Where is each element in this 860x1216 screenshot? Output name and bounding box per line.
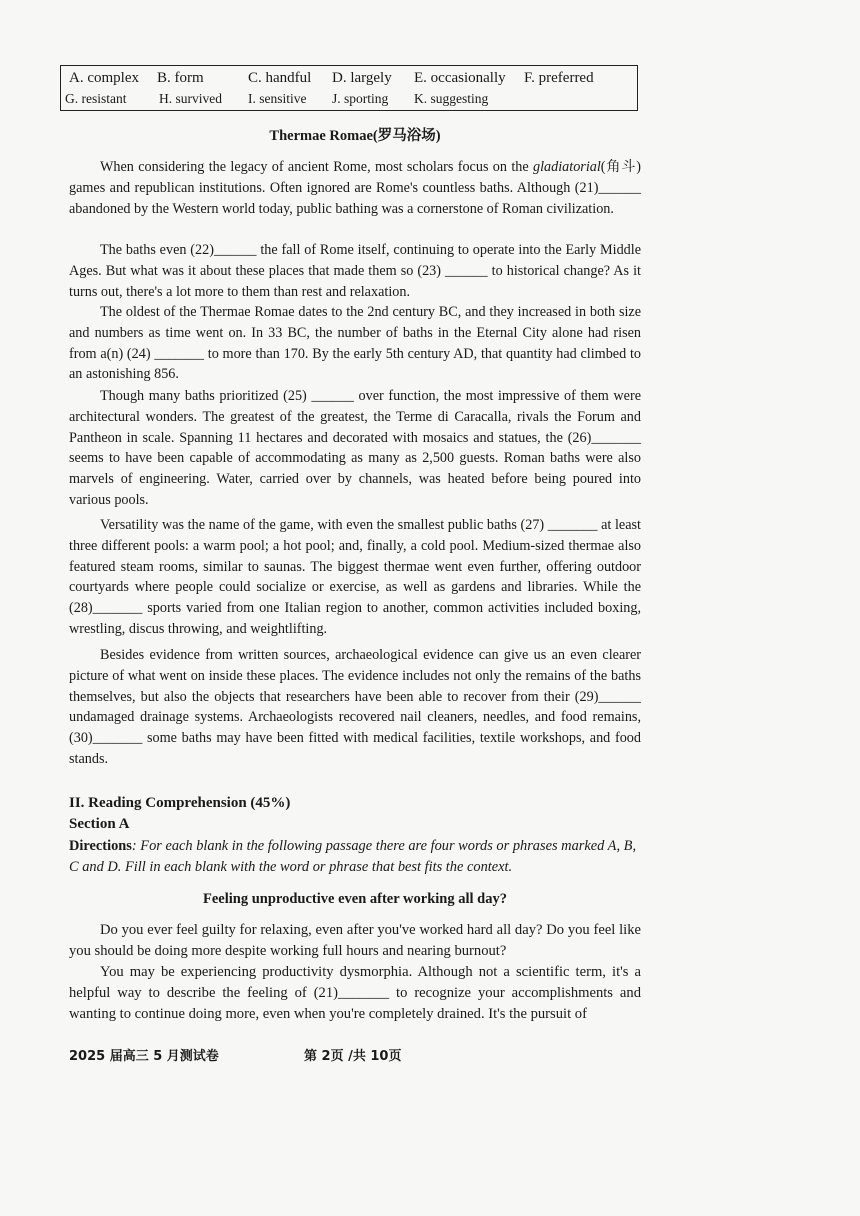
passage1-paragraph-2: The baths even (22)______ the fall of Rome itself, continuing to operate into the Early Middle Ages. But what was it about these places that made them so (23) ______ to historical change? As it turns out, there's a lot more to them than rest and relaxation. (69, 242, 641, 300)
word-option-f: F. preferred (524, 70, 594, 86)
section-subheading: Section A (69, 816, 130, 832)
passage1-paragraph-4: Though many baths prioritized (25) ______ over function, the most impressive of them were architectural wonders. The greatest of the greatest, the Terme di Caracalla, rivals the Forum and Pantheon in scale. Spanning 11 hectares and decorated with mosaics and statues, the (26)_______ seems to have been capable of accommodating as many as 2,500 guests. Roman baths were also marvels of engineering. Water, carried over by channels, was heated before being poured into various pools. (69, 388, 641, 508)
word-option-c: C. handful (248, 70, 312, 86)
passage1-paragraph-6: Besides evidence from written sources, archaeological evidence can give us an even clearer picture of what went on inside these places. The evidence includes not only the remains of the baths themselves, but also the objects that researchers have been able to recover from their (29)______ undamaged drainage systems. Archaeologists recovered nail cleaners, needles, and food remains, (30)_______ some baths may have been fitted with medical facilities, textile workshops, and food stands. (69, 647, 641, 767)
word-option-b: B. form (157, 70, 204, 86)
word-bank-row-2 (61, 91, 637, 111)
passage-title-unproductive: Feeling unproductive even after working all day? (203, 891, 507, 907)
footer-page-number: 第 2页 /共 10页 (304, 1049, 402, 1064)
word-option-g: G. resistant (65, 91, 127, 106)
passage-title-thermae: Thermae Romae(罗马浴场) (269, 128, 441, 144)
word-option-j: J. sporting (332, 91, 389, 106)
footer-exam-name: 2025 届高三 5 月测试卷 (69, 1049, 219, 1064)
passage1-paragraph-1: When considering the legacy of ancient Rome, most scholars focus on the gladiatorial(角斗) games and republican institutions. Often ignored are Rome's countless baths. Although (21)______ abandoned by the Western world today, public bathing was a cornerstone of Roman civilization. (69, 159, 641, 217)
directions: Directions: For each blank in the following passage there are four words or phrases marked A, B, C and D. Fill in each blank with the word or phrase that best fits the context. (69, 838, 637, 875)
word-option-h: H. survived (159, 91, 222, 106)
word-option-d: D. largely (332, 70, 392, 86)
word-option-a: A. complex (69, 70, 139, 86)
section-heading: II. Reading Comprehension (45%) (69, 795, 291, 811)
word-option-k: K. suggesting (414, 91, 489, 106)
passage1-paragraph-5: Versatility was the name of the game, with even the smallest public baths (27) _______ at least three different pools: a warm pool; a hot pool; and, finally, a cold pool. Medium-sized thermae also featured steam rooms, similar to saunas. The biggest thermae went even further, offering outdoor courtyards where people could socialize or exercise, as well as gardens and libraries. While the (28)_______ sports varied from one Italian region to another, common activities included boxing, wrestling, discus throwing, and weightlifting. (69, 517, 641, 637)
word-bank (60, 65, 638, 111)
word-option-i: I. sensitive (248, 91, 307, 106)
word-bank-row-1 (61, 70, 637, 90)
passage2-paragraph-2: You may be experiencing productivity dysmorphia. Although not a scientific term, it's a helpful way to describe the feeling of (21)_______ to recognize your accomplishments and wanting to continue doing more, even when you're completely drained. It's the pursuit of (69, 964, 641, 1022)
passage1-paragraph-3: The oldest of the Thermae Romae dates to the 2nd century BC, and they increased in both size and numbers as time went on. In 33 BC, the number of baths in the Eternal City alone had risen from a(n) (24) _______ to more than 170. By the early 5th century AD, that quantity had climbed to an astonishing 856. (69, 304, 641, 383)
word-option-e: E. occasionally (414, 70, 506, 86)
passage2-paragraph-1: Do you ever feel guilty for relaxing, even after you've worked hard all day? Do you feel like you should be doing more despite working full hours and nearing burnout? (69, 922, 641, 959)
